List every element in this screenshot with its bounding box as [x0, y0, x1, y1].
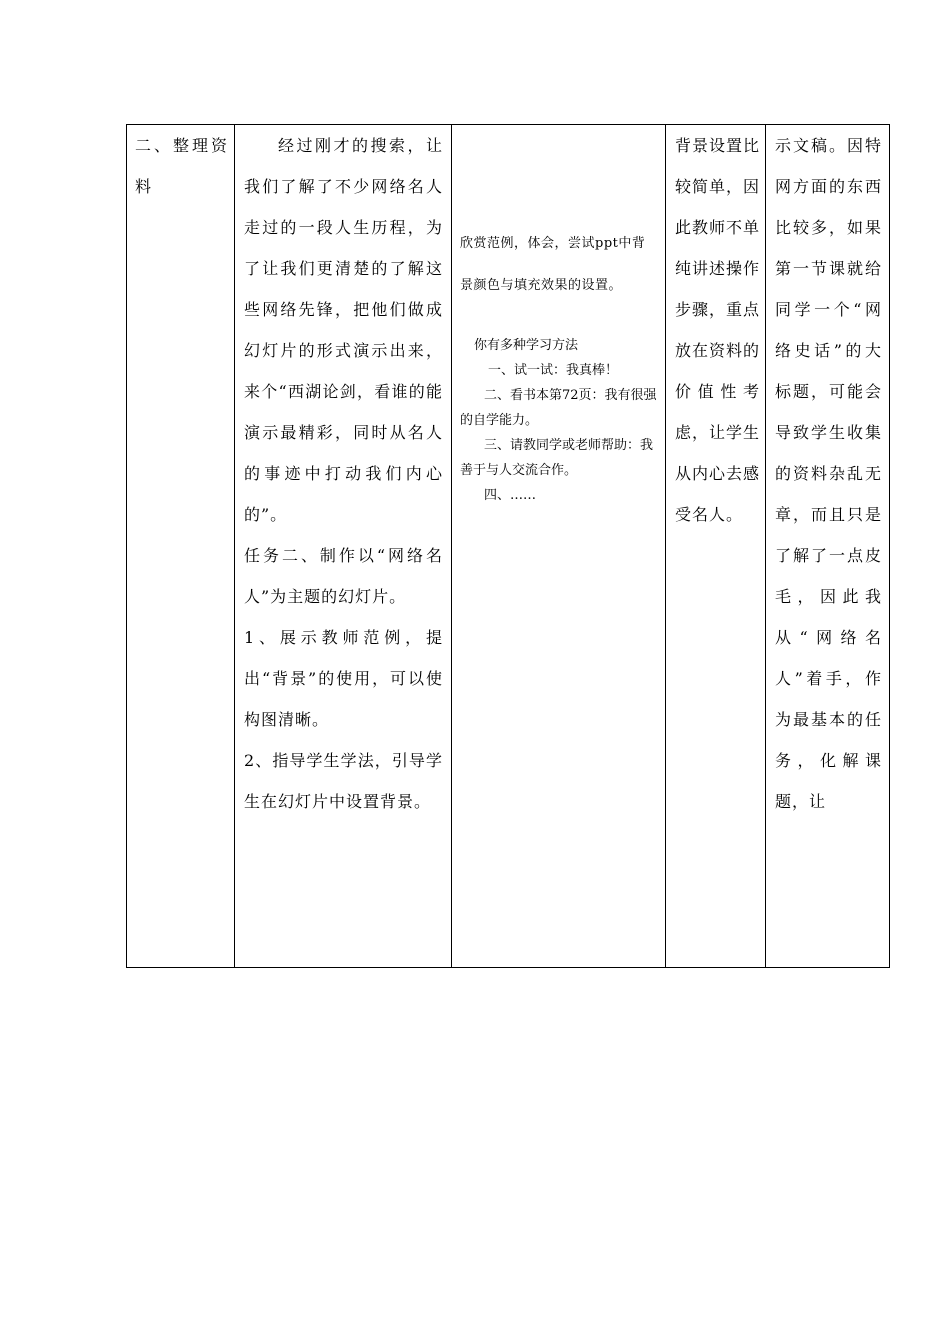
teacher-activity-cell	[235, 125, 452, 968]
teacher-paragraph: 2、指导学生学法，引导学生在幻灯片中设置背景。	[244, 751, 443, 811]
method-item: 四、……	[484, 488, 537, 503]
methods-title: 你有多种学习方法	[474, 338, 579, 353]
reflection-text: 示文稿。因特网方面的东西比较多，如果第一节课就给同学一个“网络史话”的大标题，可能会导致学生收集的资料杂乱无章，而且只是了解了一点皮毛，因此我从“网络名人”着手，作为最基本的任务，化解课题，让	[775, 136, 882, 811]
teacher-paragraph: 任务二、制作以“网络名人”为主题的幻灯片。	[244, 546, 443, 606]
table-row	[127, 125, 890, 968]
reflection-cell	[766, 125, 890, 968]
method-item: 一、试一试：我真棒！	[488, 363, 619, 378]
learning-methods	[460, 333, 657, 508]
student-intro: 欣赏范例，体会，尝试ppt中背景颜色与填充效果的设置。	[460, 236, 646, 293]
method-item: 二、看书本第72页：我有很强的自学能力。	[460, 388, 657, 428]
student-activity-cell	[452, 125, 666, 968]
lesson-plan-table	[126, 124, 890, 968]
design-intent-text: 背景设置比较简单，因此教师不单纯讲述操作步骤，重点放在资料的价值性考虑，让学生从内心去感受名人。	[675, 136, 761, 524]
teacher-paragraph: 1、展示教师范例，提出“背景”的使用，可以使构图清晰。	[244, 628, 443, 729]
teacher-paragraph: 经过刚才的搜索，让我们了解了不少网络名人走过的一段人生历程，为了让我们更清楚的了解这些网络先锋，把他们做成幻灯片的形式演示出来，来个“西湖论剑，看谁的能演示最精彩，同时从名人的事迹中打动我们内心的”。	[244, 136, 443, 524]
step-cell	[127, 125, 235, 968]
method-item: 三、请教同学或老师帮助：我善于与人交流合作。	[460, 438, 654, 478]
step-title: 二、整理资料	[135, 136, 228, 196]
design-intent-cell	[666, 125, 766, 968]
